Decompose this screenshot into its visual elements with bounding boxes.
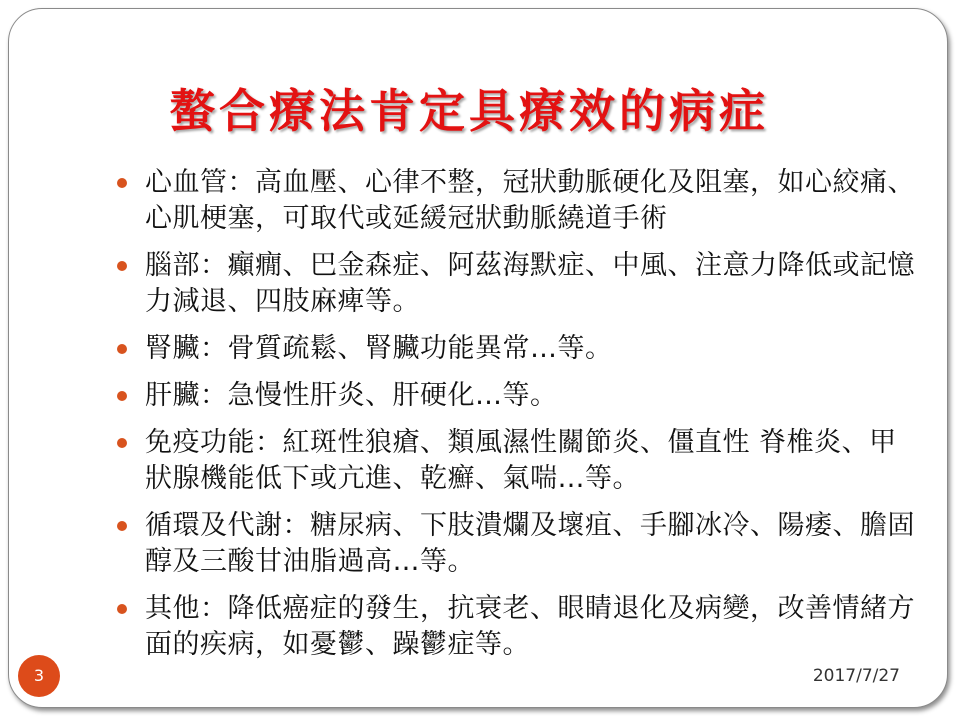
bullet-dot-icon [117, 521, 127, 531]
bullet-item-circulation [113, 508, 919, 580]
bullet-dot-icon [117, 438, 127, 448]
bullet-text: 其他：降低癌症的發生，抗衰老、眼睛退化及病變，改善情緒方面的疾病，如憂鬱、躁鬱症等。 [145, 593, 915, 660]
bullet-dot-icon [117, 391, 127, 401]
bullet-item-other [113, 591, 919, 663]
bullet-item-cardiovascular [113, 165, 919, 237]
bullet-item-brain [113, 248, 919, 320]
slide-title: 螯合療法肯定具療效的病症 [169, 84, 769, 138]
bullet-text: 循環及代謝：糖尿病、下肢潰爛及壞疽、手腳冰冷、陽痿、膽固醇及三酸甘油脂過高…等。 [145, 510, 915, 577]
bullet-text: 肝臟：急慢性肝炎、肝硬化…等。 [145, 380, 558, 411]
bullet-item-liver [113, 378, 919, 414]
bullet-dot-icon [117, 178, 127, 188]
slide-frame [8, 8, 948, 708]
bullet-text: 腦部：癲癇、巴金森症、阿茲海默症、中風、注意力降低或記憶力減退、四肢麻痺等。 [145, 250, 915, 317]
bullet-dot-icon [117, 604, 127, 614]
bullet-text: 腎臟：骨質疏鬆、腎臟功能異常…等。 [145, 333, 613, 364]
bullet-item-kidney [113, 331, 919, 367]
bullet-item-immune [113, 425, 919, 497]
bullet-dot-icon [117, 344, 127, 354]
slide-date: 2017/7/27 [812, 666, 900, 686]
bullet-text: 免疫功能：紅斑性狼瘡、類風濕性關節炎、僵直性 脊椎炎、甲狀腺機能低下或亢進、乾癬、氣喘…等。 [145, 427, 897, 494]
bullet-dot-icon [117, 261, 127, 271]
page-number-badge: 3 [18, 655, 60, 697]
bullet-text: 心血管：高血壓、心律不整，冠狀動脈硬化及阻塞，如心絞痛、 心肌梗塞，可取代或延緩冠狀動脈繞道手術 [145, 167, 915, 234]
bullet-list [113, 165, 919, 674]
